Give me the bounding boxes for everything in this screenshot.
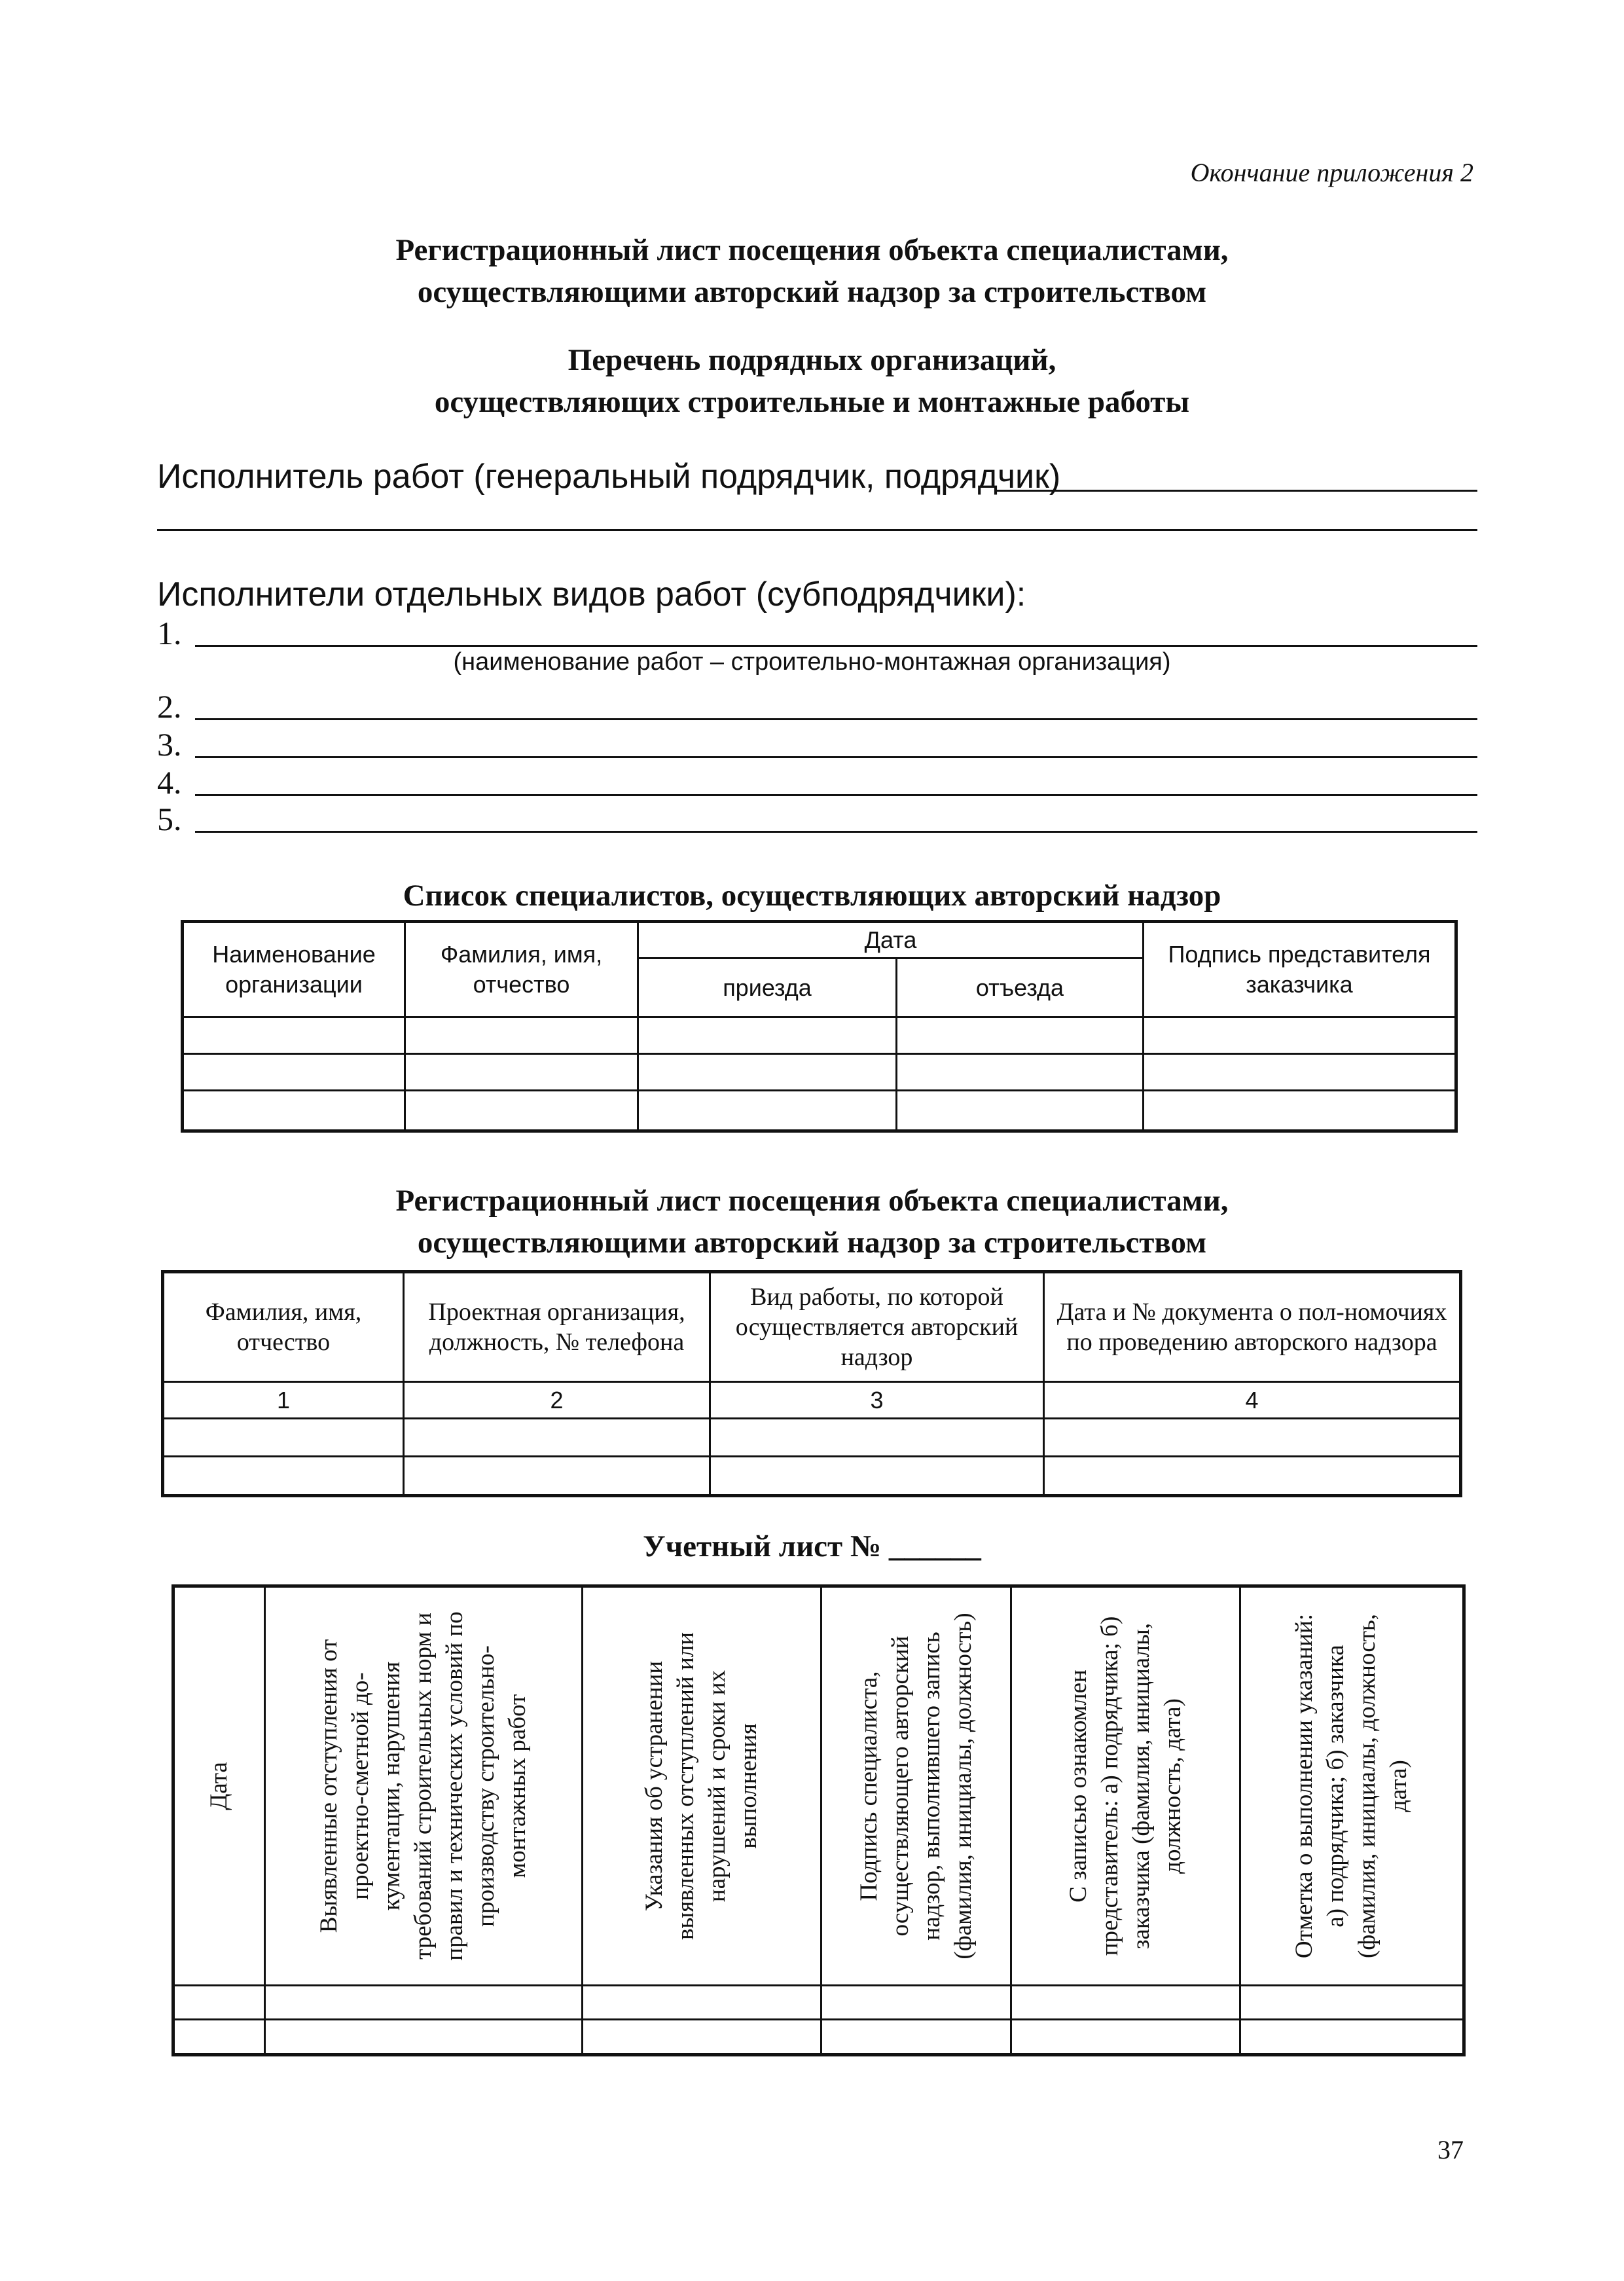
table-cell[interactable] [265, 2020, 583, 2055]
col-full-name: Фамилия, имя, отчество [405, 922, 638, 1017]
col-customer-signature: Подпись представителя заказчика [1144, 922, 1456, 1017]
col-acquainted-representative: С записью ознакомлен представитель: а) подрядчика; б) заказчика (фамилия, инициалы, должность, дата) [1011, 1586, 1240, 1986]
column-number: 4 [1044, 1382, 1461, 1419]
table-cell[interactable] [821, 2020, 1011, 2055]
table-cell[interactable] [173, 1986, 265, 2020]
subcontractor-field-3[interactable] [195, 756, 1477, 758]
col-date: Дата [638, 922, 1144, 958]
table-cell[interactable] [583, 1986, 821, 2020]
table-cell[interactable] [1011, 1986, 1240, 2020]
registration-title-line2: осуществляющими авторский надзор за строительством [417, 1226, 1207, 1260]
table-cell[interactable] [1240, 1986, 1464, 2020]
registration-title [0, 1180, 1624, 1264]
subcontractor-field-2[interactable] [195, 718, 1477, 720]
specialists-title: Список специалистов, осуществляющих авторский надзор [403, 879, 1221, 913]
table-cell[interactable] [583, 2020, 821, 2055]
table-row [183, 1017, 1456, 1054]
col-departure: отъезда [897, 958, 1144, 1017]
registration-table [161, 1270, 1462, 1497]
table-cell[interactable] [405, 1017, 638, 1054]
table-cell[interactable] [1044, 1419, 1461, 1457]
contractors-title-line1: Перечень подрядных организаций, [568, 343, 1056, 377]
table-cell[interactable] [1011, 2020, 1240, 2055]
col-full-name: Фамилия, имя, отчество [163, 1272, 404, 1382]
col-specialist-signature: Подпись специалиста, осуществляющего авторский надзор, выполнившего запись (фамилия, инициалы, должность) [821, 1586, 1011, 1986]
page-number: 37 [1437, 2135, 1464, 2164]
document-title-line1: Регистрационный лист посещения объекта специалистами, [395, 233, 1229, 267]
table-cell[interactable] [897, 1017, 1144, 1054]
table-cell[interactable] [638, 1017, 897, 1054]
column-number: 2 [404, 1382, 710, 1419]
contractors-title-line2: осуществляющих строительные и монтажные работы [434, 385, 1190, 419]
general-contractor-field[interactable] [996, 490, 1477, 492]
table-row [183, 1054, 1456, 1091]
document-title-line2: осуществляющими авторский надзор за строительством [417, 275, 1207, 309]
table-cell[interactable] [163, 1419, 404, 1457]
table-cell[interactable] [897, 1054, 1144, 1091]
subcontractor-number: 2. [157, 688, 182, 725]
table-cell[interactable] [404, 1419, 710, 1457]
col-deviations: Выявленные отступления от проектно-сметной до-кументации, нарушения требований строительных норм и правил и технических условий по производству строительно-монтажных работ [265, 1586, 583, 1986]
table-cell[interactable] [710, 1457, 1044, 1496]
general-contractor-label: Исполнитель работ (генеральный подрядчик, подрядчик) [157, 458, 1061, 496]
table-cell[interactable] [1144, 1091, 1456, 1131]
table-cell[interactable] [710, 1419, 1044, 1457]
table-row [173, 2020, 1464, 2055]
subcontractor-field-4[interactable] [195, 794, 1477, 796]
table-row [163, 1457, 1461, 1496]
registration-title-line1: Регистрационный лист посещения объекта специалистами, [395, 1184, 1229, 1218]
col-arrival: приезда [638, 958, 897, 1017]
contractors-title [0, 339, 1624, 423]
appendix-note: Окончание приложения 2 [1190, 158, 1473, 187]
table-cell[interactable] [821, 1986, 1011, 2020]
table-cell[interactable] [1240, 2020, 1464, 2055]
col-instructions: Указания об устранении выявленных отступлений или нарушений и сроки их выполнения [583, 1586, 821, 1986]
specialists-table [181, 920, 1458, 1133]
document-title [0, 229, 1624, 313]
table-row [163, 1419, 1461, 1457]
record-sheet-table [171, 1584, 1466, 2056]
subcontractor-field-1[interactable] [195, 645, 1477, 647]
subcontractors-label: Исполнители отдельных видов работ (субподрядчики): [157, 575, 1026, 613]
subcontractor-caption: (наименование работ – строительно-монтажная организация) [453, 648, 1171, 676]
table-cell[interactable] [183, 1091, 405, 1131]
col-authority-document: Дата и № документа о пол-номочиях по проведению авторского надзора [1044, 1272, 1461, 1382]
col-work-type: Вид работы, по которой осуществляется авторский надзор [710, 1272, 1044, 1382]
subcontractor-number: 4. [157, 764, 182, 801]
col-completion-mark: Отметка о выполнении указаний: а) подрядчика; б) заказчика (фамилия, инициалы, должность, дата) [1240, 1586, 1464, 1986]
table-cell[interactable] [265, 1986, 583, 2020]
subcontractor-number: 5. [157, 801, 182, 837]
table-cell[interactable] [638, 1091, 897, 1131]
subcontractor-number: 1. [157, 615, 182, 651]
table-cell[interactable] [1044, 1457, 1461, 1496]
column-number: 3 [710, 1382, 1044, 1419]
col-date: Дата [173, 1586, 265, 1986]
column-number: 1 [163, 1382, 404, 1419]
col-project-organization: Проектная организация, должность, № телефона [404, 1272, 710, 1382]
table-cell[interactable] [405, 1091, 638, 1131]
general-contractor-field-continuation[interactable] [157, 529, 1477, 531]
table-row [183, 1091, 1456, 1131]
table-cell[interactable] [183, 1054, 405, 1091]
subcontractor-number: 3. [157, 726, 182, 763]
table-cell[interactable] [183, 1017, 405, 1054]
table-cell[interactable] [897, 1091, 1144, 1131]
subcontractor-field-5[interactable] [195, 831, 1477, 833]
table-cell[interactable] [405, 1054, 638, 1091]
table-cell[interactable] [163, 1457, 404, 1496]
table-row [173, 1986, 1464, 2020]
table-cell[interactable] [1144, 1054, 1456, 1091]
table-cell[interactable] [1144, 1017, 1456, 1054]
record-sheet-title: Учетный лист № ______ [643, 1529, 981, 1563]
col-organization: Наименование организации [183, 922, 405, 1017]
table-cell[interactable] [638, 1054, 897, 1091]
table-cell[interactable] [404, 1457, 710, 1496]
table-cell[interactable] [173, 2020, 265, 2055]
